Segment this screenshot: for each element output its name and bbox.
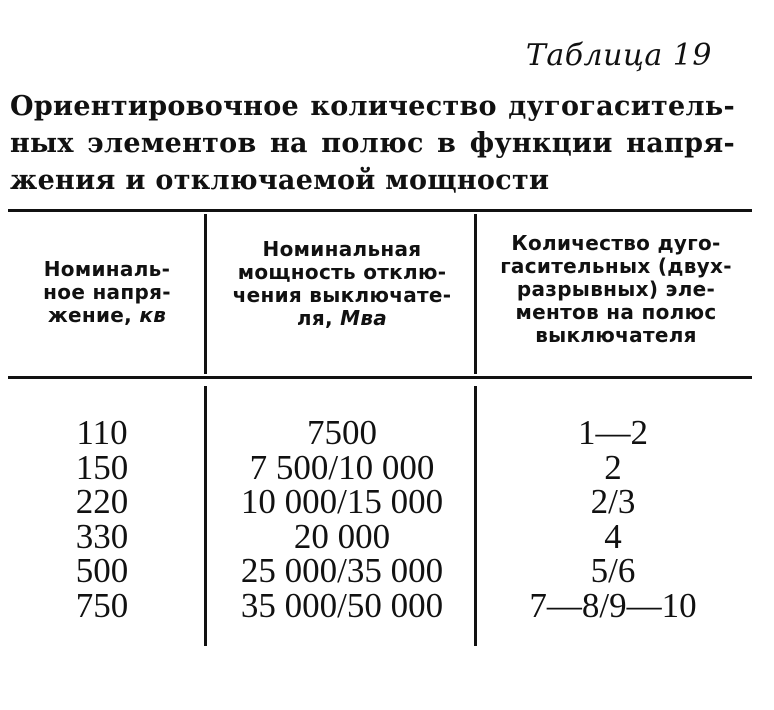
table-cell: 7500 <box>307 413 377 452</box>
header-line <box>210 307 474 330</box>
elements-column <box>480 413 746 625</box>
table-cell: 220 <box>75 482 129 521</box>
header-text: жение, <box>47 303 140 327</box>
table-cell: 4 <box>604 516 622 556</box>
table-cell: 150 <box>75 447 129 487</box>
table-cell: 35 000/50 000 <box>240 585 444 625</box>
header-line: ментов на полюс <box>515 300 717 324</box>
table-cell: 25 000/35 000 <box>240 551 444 590</box>
table-cell: 110 <box>76 413 128 452</box>
title-line: Ориентировочное количество дугогаситель- <box>10 91 735 122</box>
header-line: выключателя <box>535 323 697 347</box>
table-cell: 5/6 <box>590 551 636 590</box>
power-column <box>214 413 470 625</box>
header-elements <box>478 232 754 347</box>
header-line: Количество дуго- <box>511 231 721 255</box>
column-divider <box>204 214 207 374</box>
column-divider <box>474 214 477 374</box>
header-line <box>10 304 204 327</box>
table-cell: 7—8/9—10 <box>529 585 697 625</box>
title-line: ных элементов на полюс в функции напря- <box>10 128 735 159</box>
table-number: Таблица 19 <box>525 38 712 73</box>
column-divider <box>204 386 207 646</box>
header-bottom-rule <box>8 376 752 379</box>
header-voltage <box>10 258 204 327</box>
header-line: Номиналь- <box>43 257 171 281</box>
table-cell: 20 000 <box>293 516 391 556</box>
table-cell: 1—2 <box>578 413 648 452</box>
column-divider <box>474 386 477 646</box>
table-cell: 330 <box>75 516 129 556</box>
table-cell: 750 <box>75 585 129 625</box>
unit-label: Мва <box>340 306 388 330</box>
table-cell: 10 000/15 000 <box>240 482 444 521</box>
table-cell: 7 500/10 000 <box>249 447 435 487</box>
header-power <box>210 238 474 330</box>
header-text: ля, <box>296 306 341 330</box>
header-line: мощность отклю- <box>237 260 447 284</box>
header-line: Номинальная <box>262 237 422 261</box>
header-line: гасительных (двух- <box>500 254 732 278</box>
voltage-column <box>52 413 152 625</box>
header-line: разрывных) эле- <box>516 277 716 301</box>
table-top-rule <box>8 209 752 212</box>
header-line: чения выключате- <box>232 283 452 307</box>
table-title <box>10 88 735 199</box>
table-cell: 500 <box>75 551 129 590</box>
table-cell: 2/3 <box>590 482 636 521</box>
unit-label: кв <box>139 303 167 327</box>
title-line: жения и отключаемой мощности <box>10 165 550 196</box>
table-cell: 2 <box>604 447 622 487</box>
header-line: ное напря- <box>43 280 171 304</box>
